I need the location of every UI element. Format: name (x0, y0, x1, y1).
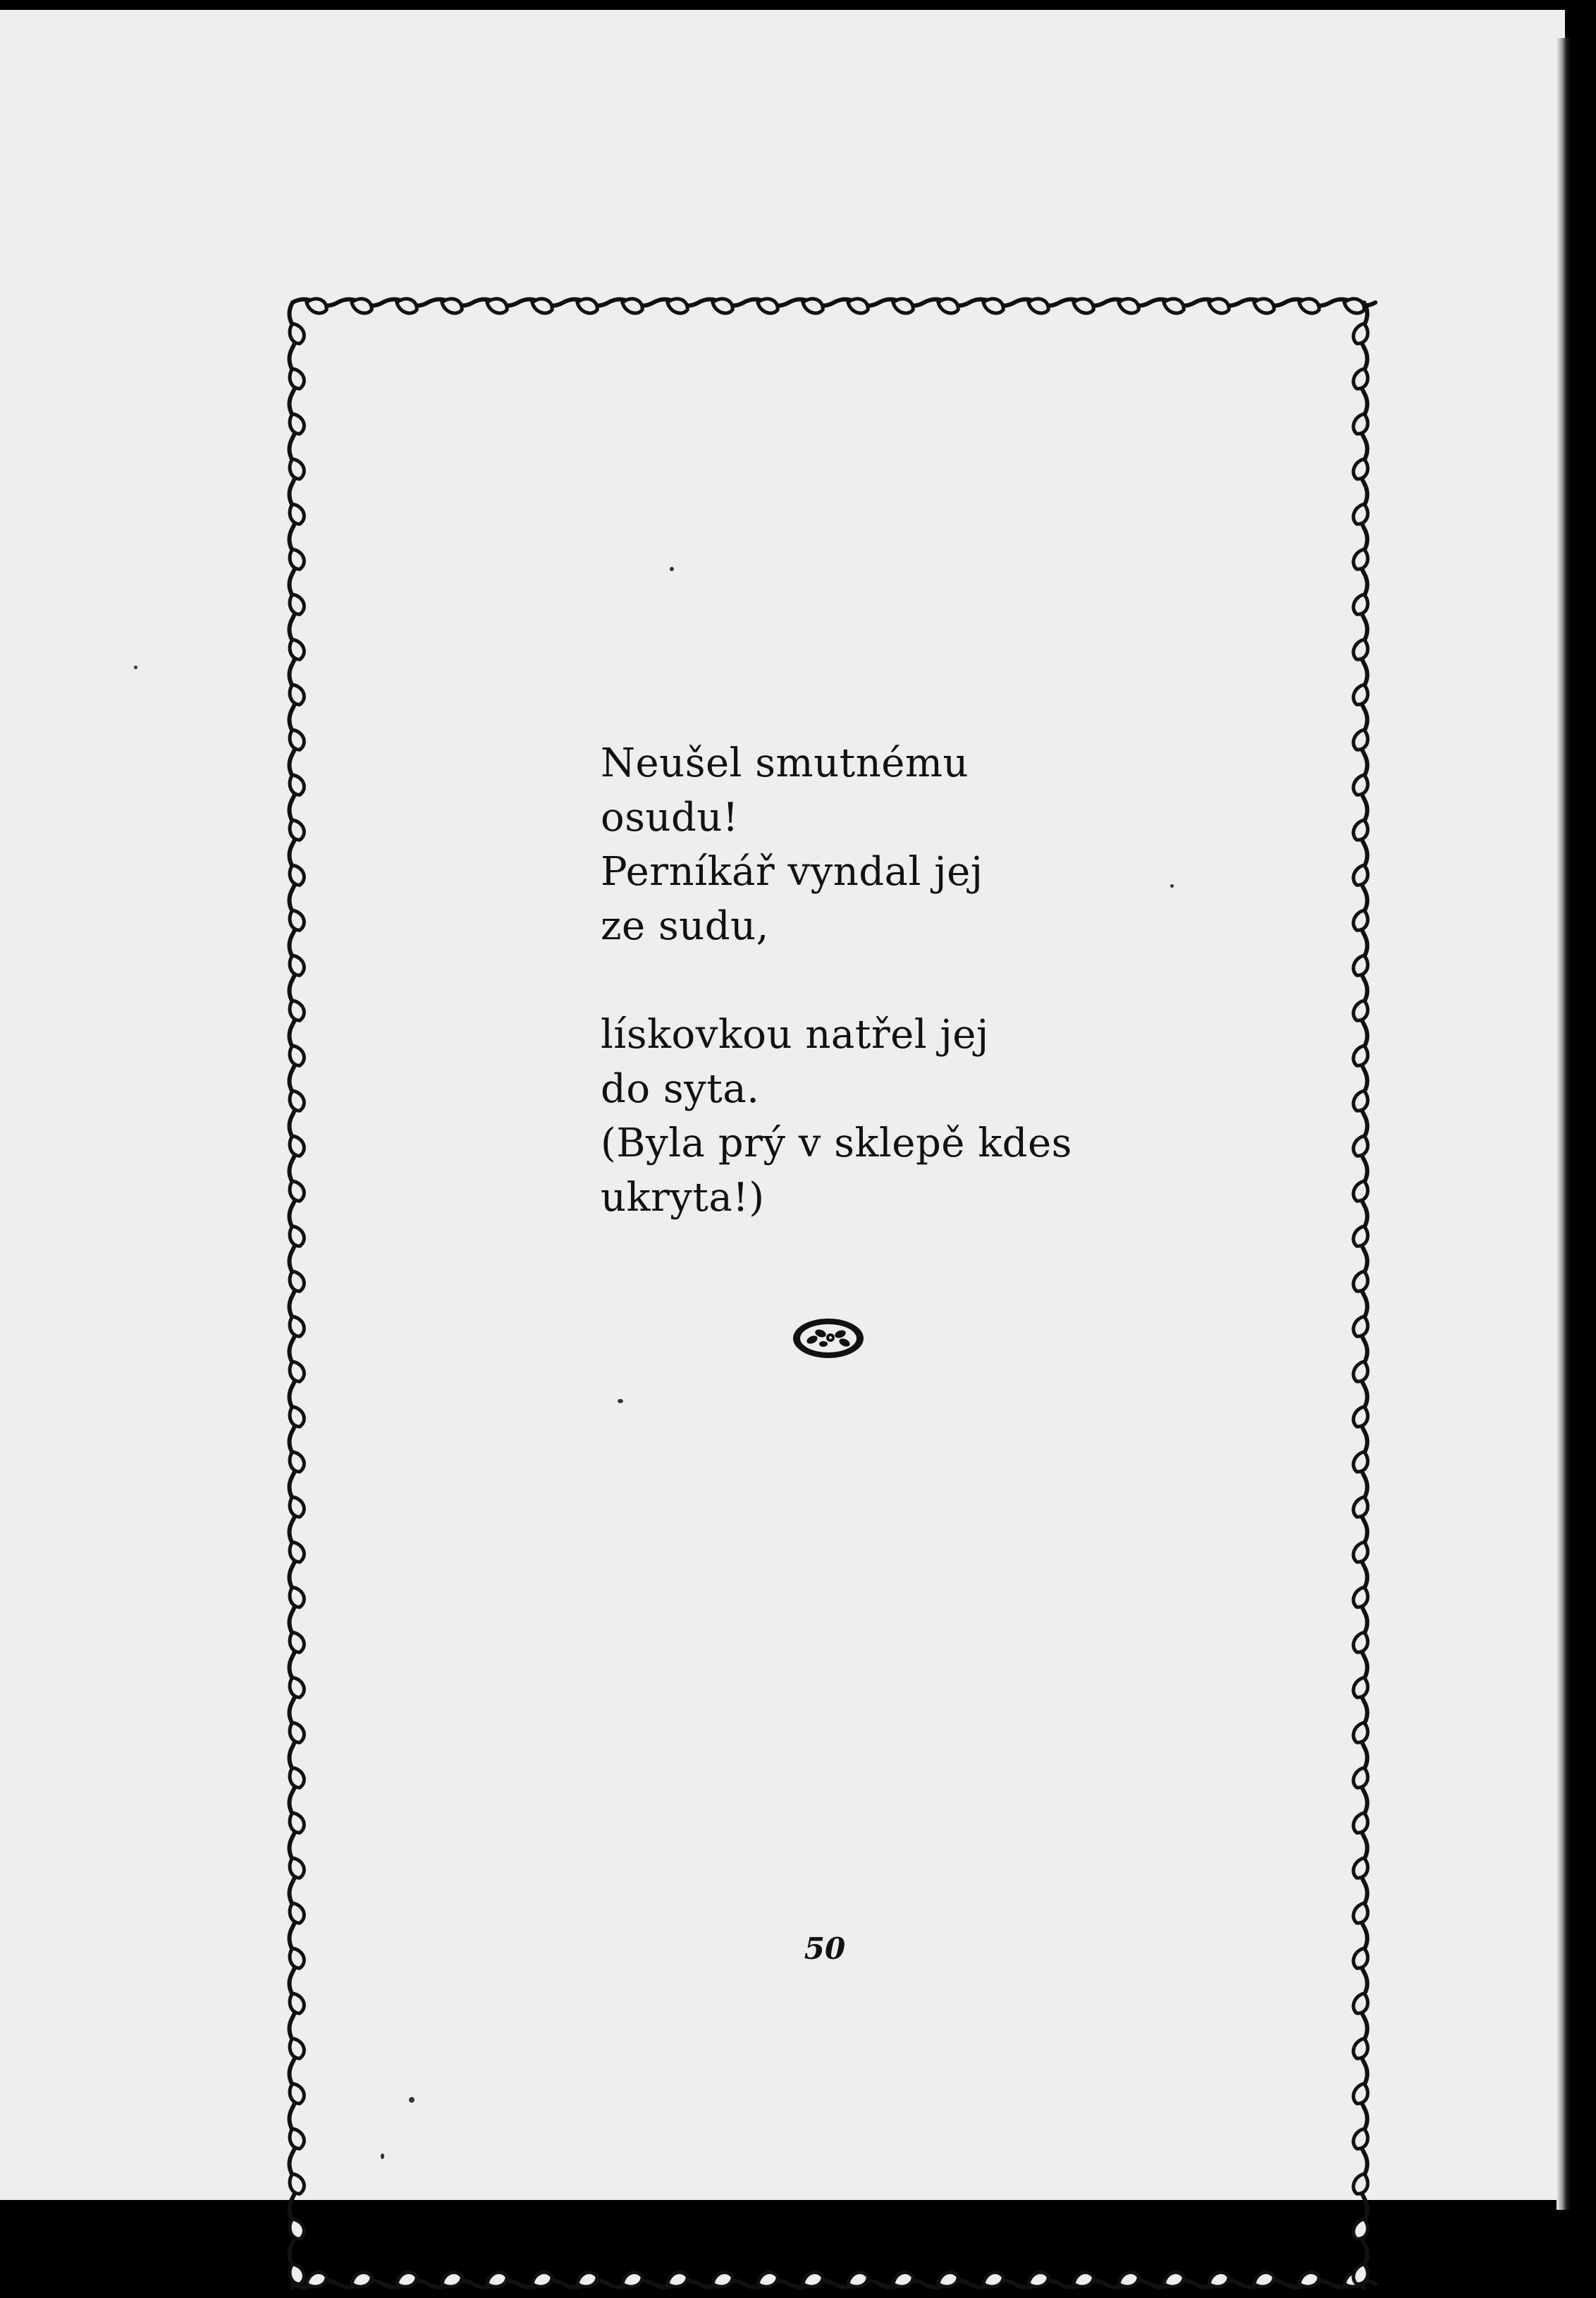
speck (134, 666, 137, 669)
verse-line: ukryta!) (601, 1175, 765, 1221)
verse-line: ze sudu, (601, 903, 769, 949)
leaf-icon (287, 411, 307, 436)
leaf-icon (1351, 547, 1371, 572)
leaf-icon (287, 953, 307, 977)
leaf-icon (287, 1945, 307, 1970)
leaf-icon (287, 1539, 307, 1564)
leaf-icon (287, 2261, 307, 2286)
leaf-icon (287, 1359, 307, 1383)
leaf-icon (287, 1900, 307, 1925)
leaf-icon (1351, 1495, 1371, 1520)
leaf-icon (1351, 1901, 1371, 1926)
leaf-icon (287, 1088, 307, 1113)
leaf-icon (287, 1675, 307, 1699)
leaf-icon (287, 1630, 307, 1654)
leaf-icon (287, 1584, 307, 1609)
leaf-icon (287, 592, 307, 616)
leaf-icon (1351, 683, 1371, 707)
verse-line: Neušel smutnému (601, 740, 969, 786)
leaf-icon (287, 1494, 307, 1519)
leaf-icon (1351, 1991, 1371, 2016)
verse-line: lískovkou natřel jej (601, 1012, 989, 1058)
leaf-icon (1351, 412, 1371, 436)
leaf-icon (287, 2036, 307, 2060)
leaf-icon (287, 637, 307, 661)
leaf-icon (287, 862, 307, 887)
leaf-icon (1351, 1450, 1371, 1474)
flower-vignette-icon (790, 1314, 867, 1362)
verse-line: Perníkář vyndal jej (601, 849, 983, 895)
leaf-icon (1351, 908, 1371, 933)
leaf-icon (1351, 2082, 1371, 2106)
leaf-icon (287, 2216, 307, 2241)
leaf-icon (1351, 1359, 1371, 1384)
leaf-icon (287, 1449, 307, 1474)
leaf-icon (1351, 2217, 1371, 2242)
leaf-icon (1351, 322, 1371, 346)
leaf-icon (287, 501, 307, 526)
page-number: 50 (804, 1931, 846, 1966)
leaf-icon (1351, 2036, 1371, 2061)
leaf-icon (1351, 637, 1371, 662)
leaf-icon (287, 1855, 307, 1880)
leaf-icon (287, 1404, 307, 1429)
leaf-icon (287, 1720, 307, 1744)
leaf-icon (1351, 2127, 1371, 2151)
leaf-icon (1351, 1856, 1371, 1881)
leaf-icon (1351, 1269, 1371, 1294)
leaf-icon (1351, 1179, 1371, 1204)
leaf-icon (287, 1314, 307, 1338)
leaf-icon (1351, 1540, 1371, 1565)
leaf-icon (287, 817, 307, 842)
leaf-icon (287, 682, 307, 707)
leaf-icon (287, 998, 307, 1022)
page-edge-shadow (1557, 38, 1571, 2210)
leaf-icon (287, 1223, 307, 1248)
stanza-1 (601, 736, 1165, 953)
book-page (0, 10, 1565, 2200)
leaf-icon (287, 1043, 307, 1068)
leaf-icon (1351, 592, 1371, 617)
leaf-icon (287, 321, 307, 346)
leaf-icon (1351, 1044, 1371, 1068)
verse-line: do syta. (601, 1066, 760, 1112)
leaf-icon (1351, 1630, 1371, 1655)
leaf-vine-border-icon (278, 288, 1378, 2298)
leaf-icon (287, 1991, 307, 2015)
poem (601, 736, 1165, 1225)
leaf-icon (1351, 1585, 1371, 1610)
leaf-icon (287, 366, 307, 391)
leaf-icon (1351, 502, 1371, 527)
leaf-icon (1351, 1224, 1371, 1249)
leaf-icon (287, 1178, 307, 1203)
leaf-icon (1351, 773, 1371, 797)
leaf-icon (1351, 1089, 1371, 1113)
verse-line: osudu! (601, 795, 739, 841)
leaf-icon (287, 2126, 307, 2151)
leaf-icon (287, 456, 307, 481)
leaf-icon (1351, 863, 1371, 888)
leaf-icon (1351, 953, 1371, 978)
verse-line: (Byla prý v sklepě kdes (601, 1120, 1072, 1166)
leaf-icon (1351, 1721, 1371, 1745)
leaf-icon (1351, 818, 1371, 843)
leaf-icon (287, 2171, 307, 2196)
leaf-icon (1351, 1134, 1371, 1159)
leaf-icon (1351, 728, 1371, 752)
leaf-icon (287, 772, 307, 797)
stanza-2 (601, 1008, 1165, 1225)
leaf-icon (287, 1810, 307, 1835)
leaf-icon (287, 907, 307, 932)
leaf-icon (1351, 1314, 1371, 1339)
leaf-icon (1351, 1811, 1371, 1835)
leaf-icon (287, 1269, 307, 1293)
leaf-icon (1351, 367, 1371, 391)
leaf-icon (287, 727, 307, 752)
leaf-icon (287, 1765, 307, 1790)
leaf-icon (1351, 1675, 1371, 1700)
leaf-icon (1351, 1405, 1371, 1429)
leaf-icon (287, 1133, 307, 1158)
leaf-icon (1351, 2172, 1371, 2196)
leaf-icon (1351, 1766, 1371, 1790)
leaf-icon (287, 2081, 307, 2106)
leaf-icon (1351, 998, 1371, 1023)
leaf-icon (1351, 457, 1371, 482)
leaf-icon (1351, 1946, 1371, 1971)
leaf-icon (287, 546, 307, 571)
